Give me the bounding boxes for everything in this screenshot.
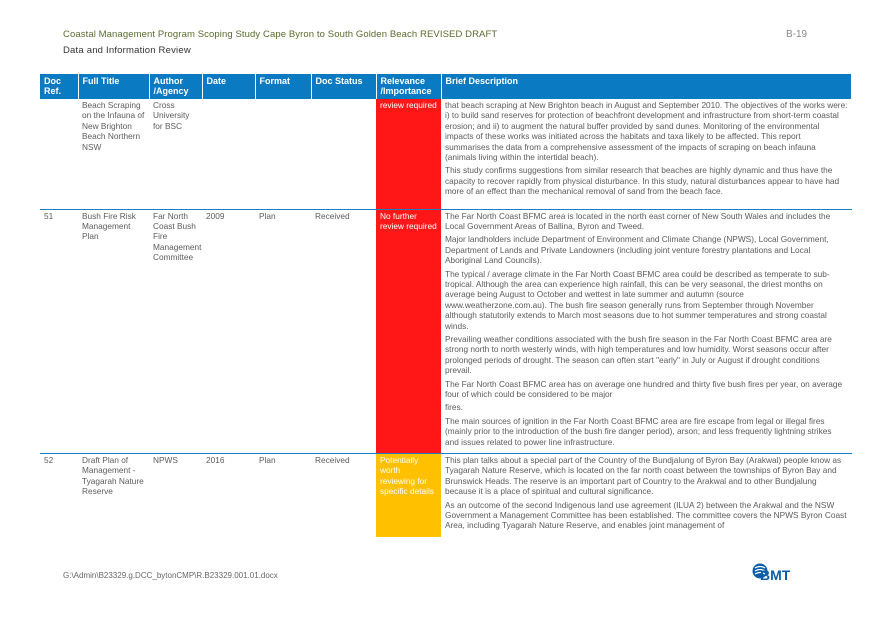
brief-description [441, 454, 852, 537]
doc-date: 2016 [206, 455, 225, 466]
doc-status: Received [311, 209, 376, 454]
column-header: Relevance /Importance [376, 74, 441, 99]
description-paragraph: The Far North Coast BFMC area has on average one hundred and thirty five bush fires per year, on average four of which could be considered to be major [445, 378, 843, 399]
relevance-cell: review required [376, 99, 441, 209]
column-header: Brief Description [441, 74, 852, 99]
description-paragraph: The typical / average climate in the Far North Coast BFMC area could be described as temperate to sub-tropical. Although the area can experience high rainfall, this can be very seasonal, the driest months on average being August to October and wettest in late summer and autumn (source www.weatherzone.com.au). The bush fire season generally runs from September through November although statutorily extends to March most seasons due to hot summer temperatures and strong coastal winds. [445, 268, 830, 331]
author-agency: Far North Coast Bush Fire Management Committee [149, 209, 202, 454]
relevance-cell: Potentially worth reviewing for specific details [376, 454, 441, 537]
doc-status: Received [315, 455, 350, 466]
doc-format: Plan [255, 209, 311, 454]
description-paragraph: This plan talks about a special part of the Country of the Bundjalung of Byron Bay (Arakwal) people know as Tyagarah Nature Reserve, which is located on the far north coast between the townships of Byron Bay and Brunswick Heads. The reserve is an important part of Country to the Arakwal and to other Bundjalung because it is a place of spiritual and cultural significance. [445, 455, 842, 497]
table-header-row [40, 74, 852, 99]
document-title: Coastal Management Program Scoping Study Cape Byron to South Golden Beach REVISED DRAFT [63, 29, 498, 40]
doc-format [255, 99, 311, 209]
full-title: Bush Fire Risk Management Plan [78, 209, 149, 454]
section-subtitle: Data and Information Review [63, 45, 191, 56]
table-row [40, 209, 852, 454]
column-header: Doc Status [311, 74, 376, 99]
relevance-cell: No further review required [376, 209, 441, 454]
table-row [40, 99, 852, 209]
full-title: Beach Scraping on the Infauna of New Brighton Beach Northern NSW [78, 99, 149, 209]
data-review-table [40, 74, 852, 537]
doc-date: 2009 [202, 209, 255, 454]
description-paragraph: Prevailing weather conditions associated with the bush fire season in the Far North Coast BFMC area are strong north to north westerly winds, with high temperatures and low humidity. Worst seasons occur after prolonged periods of drought. The season can often start "early" in July or August if drought conditions prevail. [445, 333, 832, 376]
full-title: Draft Plan of Management - Tyagarah Nature Reserve [82, 455, 144, 497]
doc-ref: 51 [40, 209, 78, 454]
logo-text: BMT [760, 567, 791, 583]
page-number: B-19 [786, 29, 808, 40]
brief-description [441, 99, 852, 209]
brief-description [441, 209, 852, 454]
description-paragraph: The main sources of ignition in the Far North Coast BFMC area are fire escape from legal or illegal fires (mainly prior to the introduction of the bush fire danger period), arson; and less frequently lightning strikes and issues related to power line infrastructure. [445, 415, 832, 447]
description-paragraph: that beach scraping at New Brighton beach in August and September 2010. The objectives of the works were: i) to build sand reserves for protection of beachfront development and infrastructure from short-term coastal erosion; and ii) to augment the natural buffer provided by sand dunes. Monitoring of the environmental impacts of these works was initiated across the habitats and taxa likely to be affected. This report summarises the data from a comprehensive assessment of the impacts of scraping on beach infauna (animals living within the intertidal beach). [445, 100, 848, 163]
column-header: Author /Agency [149, 74, 202, 99]
doc-ref [40, 99, 78, 209]
description-paragraph: This study confirms suggestions from similar research that beaches are highly dynamic and thus have the capacity to recover rapidly from physical disturbance. In this study, natural disturbances appear to have had more of an effect than the mechanical removal of sand from the beach face. [445, 165, 840, 197]
author-agency: NPWS [153, 455, 178, 466]
doc-format: Plan [259, 455, 276, 466]
column-header: Format [255, 74, 311, 99]
description-paragraph: Major landholders include Department of Environment and Climate Change (NPWS), Local Government, Department of Lands and Private Landowners (including joint venture forestry plantations and Local Aboriginal Land Councils). [445, 234, 829, 266]
table-row [40, 454, 852, 537]
column-header: Doc Ref. [40, 74, 78, 99]
description-paragraph: fires. [445, 402, 463, 413]
doc-date [202, 99, 255, 209]
column-header: Full Title [78, 74, 149, 99]
doc-ref: 52 [44, 455, 54, 466]
doc-status [311, 99, 376, 209]
description-paragraph: The Far North Coast BFMC area is located in the north east corner of New South Wales and includes the Local Government Areas of Ballina, Byron and Tweed. [445, 210, 831, 231]
author-agency: Cross University for BSC [149, 99, 202, 209]
column-header: Date [202, 74, 255, 99]
file-path: G:\Admin\B23329.g.DCC_bytonCMP\R.B23329.001.01.docx [63, 571, 278, 580]
description-paragraph: As an outcome of the second Indigenous land use agreement (ILUA 2) between the Arakwal and the NSW Government a Management Committee has been established. The committee covers the NPWS Byron Coast Area, including Tyagarah Nature Reserve, and enables joint management of [445, 499, 847, 531]
